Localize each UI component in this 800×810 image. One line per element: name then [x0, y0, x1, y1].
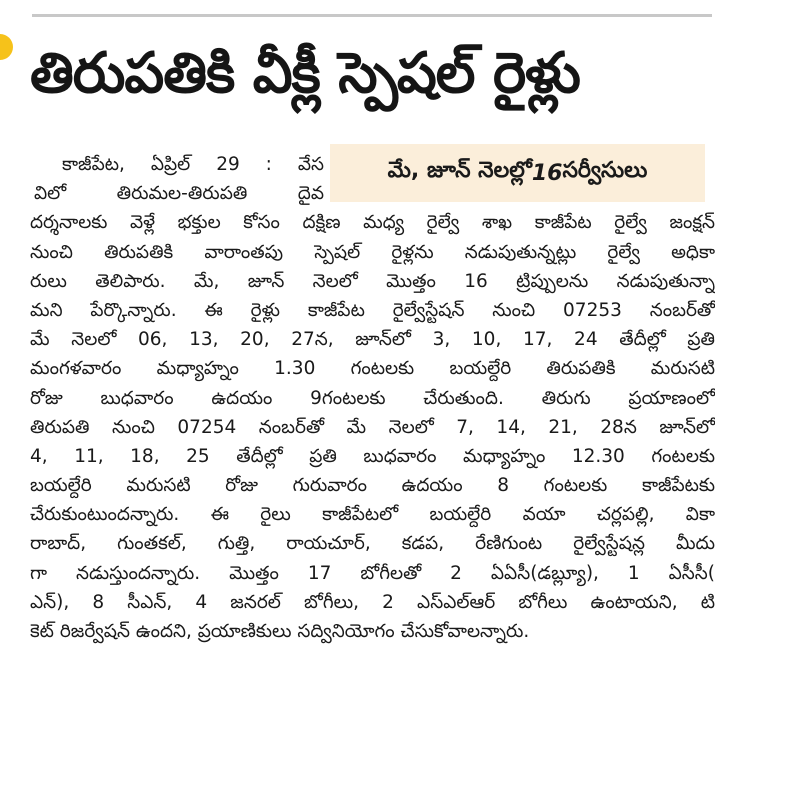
body-line: మంగళవారం మధ్యాహ్నం 1.30 గంటలకు బయల్దేరి తిరుపతికి మరుసటి — [30, 358, 715, 380]
subheadline-tail: సర్వీసులు — [562, 158, 648, 183]
body-line: కాజీపేట, ఏప్రిల్ 29 : వేస — [62, 154, 324, 175]
subheadline-number: 16 — [531, 160, 563, 186]
article-headline: తిరుపతికి వీక్లీ స్పెషల్ రైళ్లు — [30, 41, 580, 106]
body-line: మని పేర్కొన్నారు. ఈ రైళ్లు కాజీపేట రైల్వేస్టేషన్ నుంచి 07253 నంబర్‌తో — [30, 299, 715, 321]
body-line: మే నెలలో 06, 13, 20, 27న, జూన్‌లో 3, 10, 17, 24 తేదీల్లో ప్రతి — [30, 329, 715, 351]
top-divider-rule — [32, 14, 712, 17]
body-line: బయల్దేరి మరుసటి రోజు గురువారం ఉదయం 8 గంటలకు కాజీపేటకు — [30, 475, 715, 497]
body-line: తిరుపతి నుంచి 07254 నంబర్‌తో మే నెలలో 7, 14, 21, 28న జూన్‌లో — [30, 416, 715, 438]
accent-dot — [0, 34, 13, 60]
body-line: రులు తెలిపారు. మే, జూన్ నెలలో మొత్తం 16 ట్రిప్పులను నడుపుతున్నా — [30, 270, 715, 292]
article-body — [30, 150, 720, 646]
body-line: చేరుకుంటుందన్నారు. ఈ రైలు కాజీపేటలో బయల్దేరి వయా చర్లపల్లి, వికా — [30, 504, 715, 526]
body-line: ఎన్), 8 సీఎన్, 4 జనరల్ బోగీలు, 2 ఎస్‌ఎల్‌ఆర్ బోగీలు ఉంటాయని, టి — [30, 591, 715, 613]
body-line: నుంచి తిరుపతికి వారాంతపు స్పెషల్ రైళ్లను నడుపుతున్నట్లు రైల్వే అధికా — [30, 241, 715, 263]
body-line: దర్శనాలకు వెళ్లే భక్తుల కోసం దక్షిణ మధ్య రైల్వే శాఖ కాజీపేట రైల్వే జంక్షన్ — [30, 212, 715, 234]
body-line: రాబాద్, గుంతకల్, గుత్తి, రాయచూర్, కడప, రేణిగుంట రైల్వేస్టేషన్ల మీదు — [30, 533, 715, 555]
body-line: కెట్ రిజర్వేషన్ ఉందని, ప్రయాణికులు సద్వినియోగం చేసుకోవాలన్నారు. — [30, 621, 530, 642]
subheadline-text: మే, జూన్ నెలల్లో — [387, 158, 532, 183]
body-line: గా నడుస్తుందన్నారు. మొత్తం 17 బోగీలతో 2 ఏఏసీ(డబ్ల్యూ), 1 ఏసీసీ( — [30, 562, 715, 584]
body-line: 4, 11, 18, 25 తేదీల్లో ప్రతి బుధవారం మధ్యాహ్నం 12.30 గంటలకు — [30, 445, 715, 467]
body-line: రోజు బుధవారం ఉదయం 9గంటలకు చేరుతుంది. తిరుగు ప్రయాణంలో — [30, 387, 715, 409]
body-line: విలో తిరుమల-తిరుపతి దైవ — [34, 183, 324, 205]
